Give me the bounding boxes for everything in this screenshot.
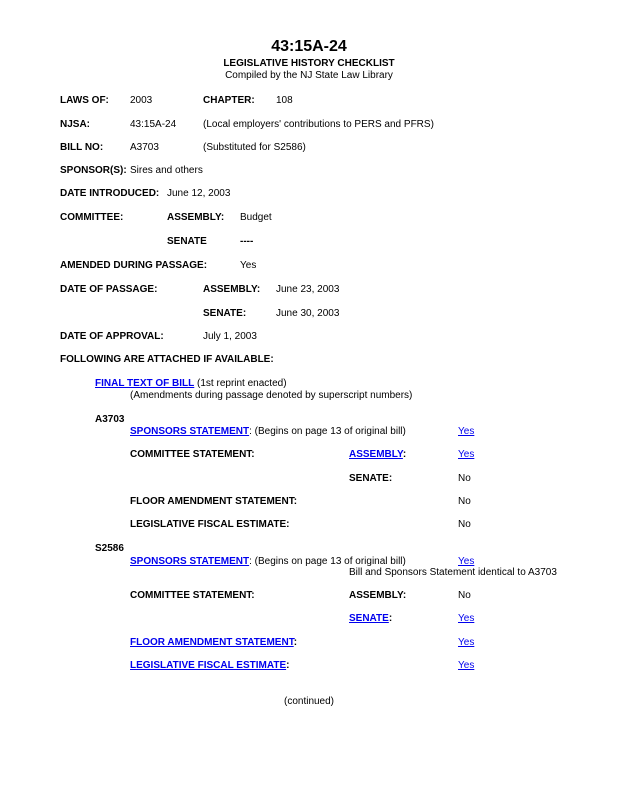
date-introduced-label: DATE INTRODUCED: (60, 188, 160, 199)
amended-value: Yes (240, 260, 257, 271)
s2586-floor-amendment-yes-link[interactable]: Yes (458, 637, 475, 648)
s2586-committee-statement-label: COMMITTEE STATEMENT: (130, 590, 255, 601)
committee-senate-label: SENATE (167, 236, 207, 247)
sponsors-value: Sires and others (130, 165, 203, 176)
passage-assembly-label: ASSEMBLY: (203, 284, 261, 295)
committee-assembly-value: Budget (240, 212, 272, 223)
a3703-fiscal-estimate-label: LEGISLATIVE FISCAL ESTIMATE: (130, 519, 290, 530)
s2586-senate-link[interactable]: SENATE (349, 613, 389, 624)
s2586-identical-note: Bill and Sponsors Statement identical to A3703 (349, 567, 557, 578)
continued-note: (continued) (283, 696, 335, 707)
a3703-assembly-link[interactable]: ASSEMBLY (349, 449, 403, 460)
a3703-sponsors-line (130, 426, 406, 438)
bill-no-label: BILL NO: (60, 142, 104, 153)
s2586-sponsors-statement-yes-link[interactable]: Yes (458, 556, 475, 567)
committee-assembly-label: ASSEMBLY: (167, 212, 225, 223)
committee-label: COMMITTEE: (60, 212, 124, 223)
s2586-senate-colon: : (388, 613, 393, 624)
date-approval-label: DATE OF APPROVAL: (60, 331, 164, 342)
bill-no-note: (Substituted for S2586) (203, 142, 306, 153)
a3703-senate-label: SENATE: (349, 473, 393, 484)
final-text-note: (1st reprint enacted) (194, 378, 287, 389)
a3703-committee-statement-label: COMMITTEE STATEMENT: (130, 449, 255, 460)
s2586-fiscal-estimate-yes-link[interactable]: Yes (458, 660, 475, 671)
sponsors-label: SPONSOR(S): (60, 165, 127, 176)
committee-senate-value: ---- (240, 236, 254, 247)
a3703-fiscal-estimate-value: No (458, 519, 471, 530)
njsa-label: NJSA: (60, 119, 91, 130)
a3703-sponsors-statement-yes-link[interactable]: Yes (458, 426, 475, 437)
bill-a3703-heading: A3703 (95, 414, 125, 425)
date-approval-value: July 1, 2003 (203, 331, 257, 342)
a3703-assembly-yes-link[interactable]: Yes (458, 449, 475, 460)
s2586-sponsors-statement-note: : (Begins on page 13 of original bill) (249, 556, 406, 567)
compiled-by: Compiled by the NJ State Law Library (225, 70, 393, 81)
date-passage-label: DATE OF PASSAGE: (60, 284, 158, 295)
a3703-floor-amendment-label: FLOOR AMENDMENT STATEMENT: (130, 496, 298, 507)
final-text-note-amendments: (Amendments during passage denoted by superscript numbers) (130, 390, 413, 401)
amended-label: AMENDED DURING PASSAGE: (60, 260, 208, 271)
attached-heading: FOLLOWING ARE ATTACHED IF AVAILABLE: (60, 354, 274, 365)
a3703-sponsors-statement-note: : (Begins on page 13 of original bill) (249, 426, 406, 437)
a3703-sponsors-statement-link[interactable]: SPONSORS STATEMENT (130, 426, 250, 437)
chapter-value: 108 (276, 95, 293, 106)
laws-of-value: 2003 (130, 95, 153, 106)
bill-s2586-heading: S2586 (95, 543, 124, 554)
njsa-description: (Local employers' contributions to PERS and PFRS) (203, 119, 434, 130)
s2586-floor-amendment-line (130, 637, 297, 649)
s2586-senate-yes-link[interactable]: Yes (458, 613, 475, 624)
a3703-senate-value: No (458, 473, 471, 484)
page-title: 43:15A-24 (271, 38, 347, 55)
passage-assembly-value: June 23, 2003 (276, 284, 340, 295)
laws-of-label: LAWS OF: (60, 95, 109, 106)
s2586-floor-amendment-colon: : (293, 637, 298, 648)
njsa-value: 43:15A-24 (130, 119, 177, 130)
s2586-fiscal-estimate-link[interactable]: LEGISLATIVE FISCAL ESTIMATE (130, 660, 287, 671)
a3703-assembly-line (349, 449, 406, 461)
passage-senate-value: June 30, 2003 (276, 308, 340, 319)
s2586-sponsors-statement-link[interactable]: SPONSORS STATEMENT (130, 556, 250, 567)
s2586-senate-line (349, 613, 392, 625)
s2586-assembly-value: No (458, 590, 471, 601)
s2586-floor-amendment-link[interactable]: FLOOR AMENDMENT STATEMENT (130, 637, 294, 648)
a3703-assembly-colon: : (402, 449, 407, 460)
final-text-link[interactable]: FINAL TEXT OF BILL (95, 378, 195, 389)
a3703-floor-amendment-value: No (458, 496, 471, 507)
chapter-label: CHAPTER: (203, 95, 255, 106)
date-introduced-value: June 12, 2003 (167, 188, 231, 199)
passage-senate-label: SENATE: (203, 308, 247, 319)
bill-no-value: A3703 (130, 142, 159, 153)
final-text-line (95, 378, 287, 390)
s2586-fiscal-estimate-line (130, 660, 289, 672)
checklist-subtitle: LEGISLATIVE HISTORY CHECKLIST (223, 58, 395, 69)
s2586-fiscal-estimate-colon: : (286, 660, 290, 671)
s2586-assembly-label: ASSEMBLY: (349, 590, 407, 601)
